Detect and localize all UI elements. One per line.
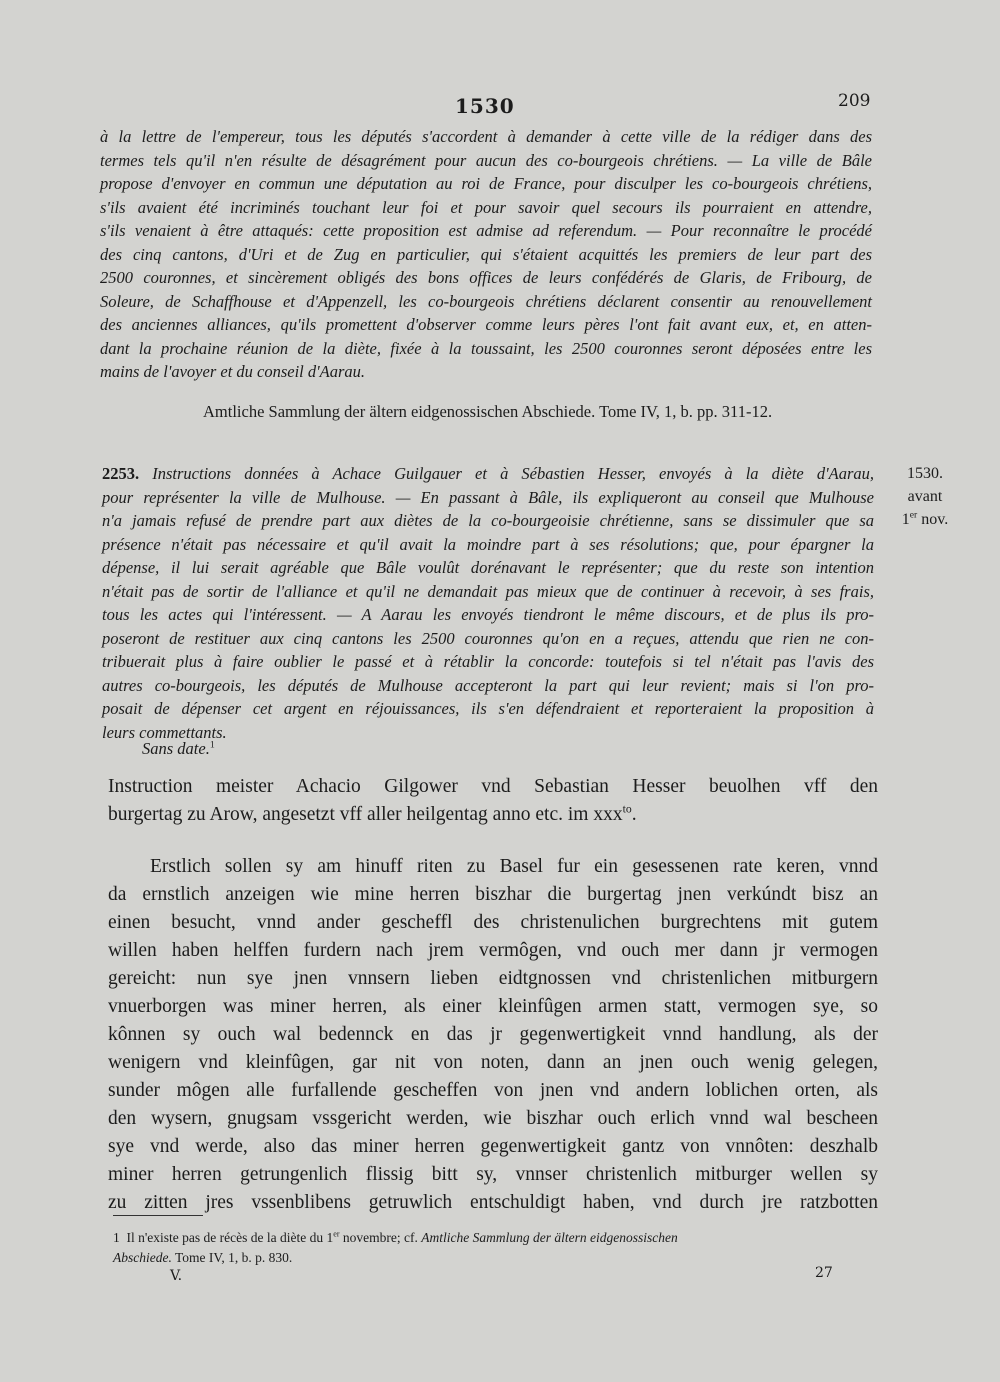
german-body-line: sunder môgen alle furfallende gescheffen von jnen vnd andern loblichen orten, als — [108, 1080, 878, 1101]
footnote-rule — [113, 1215, 203, 1216]
page-number: 209 — [838, 91, 871, 111]
text-line: termes tels qu'il n'en résulte de désagrément pour aucun des co-bourgeois chrétiens. — La ville de Bâle — [100, 150, 872, 170]
text-line: n'était pas de sortir de l'alliance et qu'il ne demandait pas mieux que de continuer à recevoir, à ses frais, — [102, 581, 874, 601]
margin-avant: avant — [907, 488, 943, 505]
german-body-line: willen haben helffen furdern nach jrem vermôgen, vnd ouch mer dann jr vermogen — [108, 940, 878, 961]
text-line: présence n'était pas nécessaire et qu'il avait la moindre part à ses résolutions; que, pour épargner la — [102, 534, 874, 554]
text-line: à la lettre de l'empereur, tous les députés s'accordent à demander à cette ville de la rédiger dans des — [100, 127, 872, 146]
german-title-line: Instruction meister Achacio Gilgower vnd Sebastian Hesser beuolhen vff den — [108, 776, 878, 797]
text-line: pour représenter la ville de Mulhouse. — En passant à Bâle, ils expliqueront au conseil que Mulhouse — [102, 487, 874, 507]
german-body-line: sye vnd werde, also das miner herren gegenwertigkeit gantz von vnnôten: deszhalb — [108, 1136, 878, 1157]
german-body-line: den wysern, gnugsam vssgericht werden, wie biszhar ouch erlich vnnd wal bescheen — [108, 1108, 878, 1129]
german-body-line: einen besucht, vnnd ander gescheffl des christenulichen burgrechtens mit gutem — [108, 912, 878, 933]
german-body-line: Erstlich sollen sy am hinuff riten zu Basel fur ein gesessenen rate keren, vnnd — [150, 856, 878, 877]
german-body — [108, 853, 878, 1217]
text-line: dépense, il lui serait agréable que Bâle voulût dorénavant le représenter; que du reste son intention — [102, 558, 874, 577]
date-note: Sans date.$^1$ — [142, 739, 215, 758]
text-line: dant la prochaine réunion de la diète, fixée à la toussaint, les 2500 couronnes seront déposées entre les — [100, 338, 872, 358]
text-line: 2500 couronnes, et sincèrement obligés des bons offices de leurs confédérés de Glaris, de Fribourg, de — [100, 268, 872, 287]
document-number: 2253. — [102, 464, 153, 483]
sheet-number: 27 — [815, 1265, 833, 1281]
document-2253-summary — [102, 462, 874, 744]
running-head-year: 1530 — [455, 94, 515, 118]
german-body-line: miner herren getrungenlich flissig bitt sy, vnnser christenlich mitburger wellen sy — [108, 1164, 878, 1185]
footnote-ref: 1 — [209, 739, 215, 751]
text-line: s'ils venaient à être attaqués: cette proposition est admise ad referendum. — Pour reconnaître le procédé — [100, 221, 872, 240]
margin-day: 1er nov. — [901, 509, 949, 528]
text-line: mains de l'avoyer et du conseil d'Aarau. — [100, 362, 366, 381]
margin-date — [890, 462, 960, 531]
text-line: n'a jamais refusé de prendre part aux diètes de la co-bourgeoisie chrétienne, sans se dissimuler que sa — [102, 511, 874, 530]
german-body-line: zu zitten jres vssenblibens getruwlich entschuldigt haben, vnd durch jre ratzbotten — [108, 1192, 878, 1213]
text-line: posait de dépenser cet argent en réjouissances, ils s'en défendraient et reporteraient la proposition à — [102, 699, 874, 718]
text-line: autres co-bourgeois, les députés de Mulhouse accepteront la part qui leur revient; mais si l'on pro- — [102, 675, 874, 695]
german-body-line: da ernstlich anzeigen wie mine herren biszhar die burgertag jnen verkúndt bisz an — [108, 884, 878, 905]
text-line: leurs commettants. — [102, 722, 227, 742]
german-body-line: vnuerborgen was miner herren, als einer kleinfûgen armen statt, vermogen sye, so — [108, 996, 878, 1017]
source-citation: Amtliche Sammlung der ältern eidgenossischen Abschiede. Tome IV, 1, b. pp. 311-12. — [203, 402, 773, 421]
german-body-line: kônnen sy ouch wal bedennck en das jr gegenwertigkeit vnnd handlung, als der — [108, 1024, 878, 1045]
german-body-line: wenigern vnd kleinfûgen, gar nit von noten, dann an jnen ouch wenig gelegen, — [108, 1052, 878, 1073]
signature-mark: V. — [170, 1268, 183, 1284]
text-line: tous les actes qui l'intéressent. — A Aarau les envoyés tiendront le même discours, et de plus ils pro- — [102, 605, 874, 624]
german-title — [108, 773, 878, 829]
text-line: propose d'envoyer en commun une députation au roi de France, pour disculper les co-bourgeois chrétiens, — [100, 174, 872, 193]
text-line: poseront de restituer aux cinq cantons les 2500 couronnes qu'on en a reçues, attendu que rien ne con- — [102, 628, 874, 648]
text-line: tribuerait plus à faire oublier le passé et à rétablir la concorde: toutefois si tel n'était pas l'avis des — [102, 652, 874, 671]
text-line: des cinq cantons, d'Uri et de Zug en particulier, qui s'étaient acquittés les premiers de leur part des — [100, 244, 872, 264]
margin-year: 1530. — [907, 465, 943, 482]
german-body-line: gereicht: nun sye jnen vnnsern lieben eidtgnossen vnd christenlichen mitburgern — [108, 968, 878, 989]
text-line: Soleure, de Schaffhouse et d'Appenzell, les co-bourgeois chrétiens déclarent consentir au renouvellement — [100, 291, 872, 311]
text-line: des anciennes alliances, qu'ils promettent d'observer comme leurs pères l'ont fait avant eux, et, en atten- — [100, 315, 872, 334]
section-1-text — [100, 125, 872, 384]
text-line: s'ils avaient été incriminés touchant leur foi et pour savoir quel secours ils pourraient en attendre, — [100, 197, 872, 217]
text-line: 2253. Instructions données à Achace Guilgauer et à Sébastien Hesser, envoyés à la diète d'Aarau, — [102, 464, 874, 483]
german-title-line: burgertag zu Arow, angesetzt vff aller heilgentag anno etc. im xxx$^{to}$. — [108, 802, 637, 825]
footnote: 1 Il n'existe pas de récès de la diète du 1er novembre; cf. Amtliche Sammlung der ältern eidgenossischen Abschiede. Tome IV, 1, b. p. 830. — [113, 1229, 678, 1265]
